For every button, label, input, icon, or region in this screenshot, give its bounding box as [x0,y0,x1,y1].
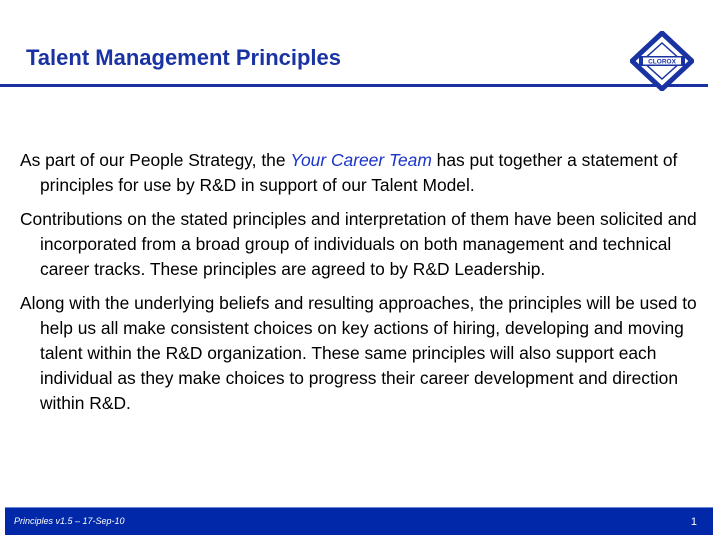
text: As part of our People Strategy, the [20,150,291,170]
page-number: 1 [690,516,697,528]
page-title: Talent Management Principles [26,45,342,70]
text: has put together a statement of principles for use by R&D in support of our Talent Model. [40,150,678,195]
your-career-team-highlight: Your Career Team [290,150,432,170]
clorox-logo [630,31,694,91]
paragraph-1 [20,148,700,198]
title-divider [0,84,708,87]
footer-bar [5,507,713,535]
paragraph-2: Contributions on the stated principles and interpretation of them have been solicited and incorporated from a broad group of individuals on both management and technical career tracks. These principles are agreed to by R&D Leadership. [20,209,697,279]
paragraph-3: Along with the underlying beliefs and resulting approaches, the principles will be used to help us all make consistent choices on key actions of hiring, developing and moving talent within the R&D organization. These same principles will also support each individual as they make choices to progress their career development and direction within R&D. [20,293,697,413]
footer-version: Principles v1.5 – 17-Sep-10 [14,516,125,526]
body-text [20,148,700,425]
svg-text:CLOROX: CLOROX [648,58,676,66]
